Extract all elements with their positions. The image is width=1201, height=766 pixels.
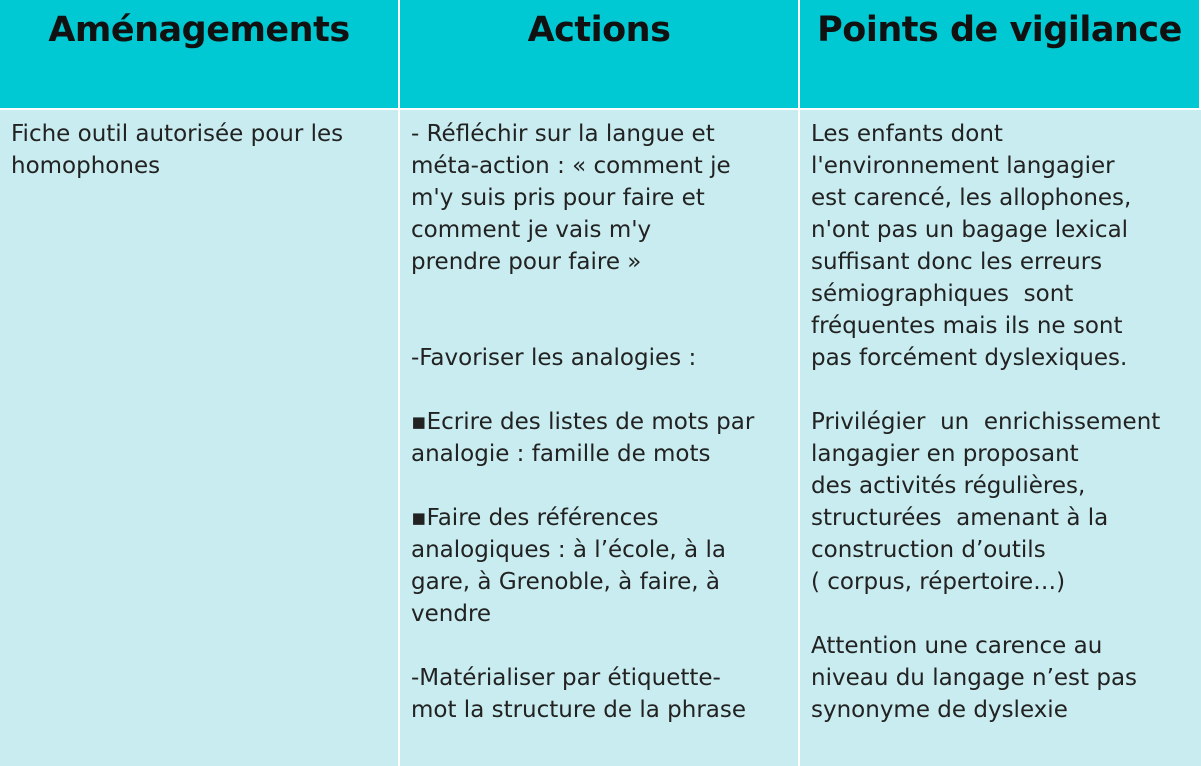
text-line: Privilégier un enrichissement — [811, 409, 1161, 435]
text-line: Attention une carence au — [811, 633, 1103, 659]
text-line: Fiche outil autorisée pour les — [11, 121, 344, 147]
header-amenagements — [0, 0, 400, 110]
text-line: gare, à Grenoble, à faire, à — [411, 569, 720, 595]
text-line: suffisant donc les erreurs — [811, 249, 1103, 275]
text-line: langagier en proposant — [811, 441, 1079, 467]
text-line: des activités régulières, — [811, 473, 1086, 499]
text-line: ( corpus, répertoire…) — [811, 569, 1066, 595]
text-line: homophones — [11, 153, 161, 179]
blank-line — [411, 630, 788, 662]
text-line: structurées amenant à la — [811, 505, 1109, 531]
text-line: -Favoriser les analogies : — [411, 345, 697, 371]
cell-points-de-vigilance — [800, 110, 1201, 766]
text-line: prendre pour faire » — [411, 249, 642, 275]
text-line: est carencé, les allophones, — [811, 185, 1132, 211]
text-line: niveau du langage n’est pas — [811, 665, 1138, 691]
text-line: méta-action : « comment je — [411, 153, 731, 179]
text-line: ▪Ecrire des listes de mots par — [411, 409, 755, 435]
text-line: n'ont pas un bagage lexical — [811, 217, 1129, 243]
blank-line — [811, 598, 1191, 630]
cell-actions — [400, 110, 800, 766]
text-line: ▪Faire des références — [411, 505, 659, 531]
blank-line — [411, 310, 788, 342]
text-line: comment je vais m'y — [411, 217, 652, 243]
text-line: -Matérialiser par étiquette- — [411, 665, 721, 691]
text-line: - Réfléchir sur la langue et — [411, 121, 715, 147]
cell-amenagements — [0, 110, 400, 766]
text-line: synonyme de dyslexie — [811, 697, 1068, 723]
text-line: construction d’outils — [811, 537, 1046, 563]
text-line: vendre — [411, 601, 492, 627]
header-amenagements-label: Aménagements — [48, 10, 350, 50]
text-line: fréquentes mais ils ne sont — [811, 313, 1123, 339]
blank-line — [411, 278, 788, 310]
header-points-de-vigilance — [800, 0, 1201, 110]
header-actions — [400, 0, 800, 110]
text-line: l'environnement langagier — [811, 153, 1115, 179]
blank-line — [411, 470, 788, 502]
blank-line — [411, 374, 788, 406]
blank-line — [811, 374, 1191, 406]
text-line: sémiographiques sont — [811, 281, 1074, 307]
text-line: Les enfants dont — [811, 121, 1003, 147]
header-actions-label: Actions — [527, 10, 671, 50]
text-line: analogie : famille de mots — [411, 441, 711, 467]
text-line: pas forcément dyslexiques. — [811, 345, 1128, 371]
text-line: analogiques : à l’école, à la — [411, 537, 726, 563]
text-line: m'y suis pris pour faire et — [411, 185, 705, 211]
text-line: mot la structure de la phrase — [411, 697, 747, 723]
header-points-de-vigilance-label: Points de vigilance — [817, 10, 1182, 50]
